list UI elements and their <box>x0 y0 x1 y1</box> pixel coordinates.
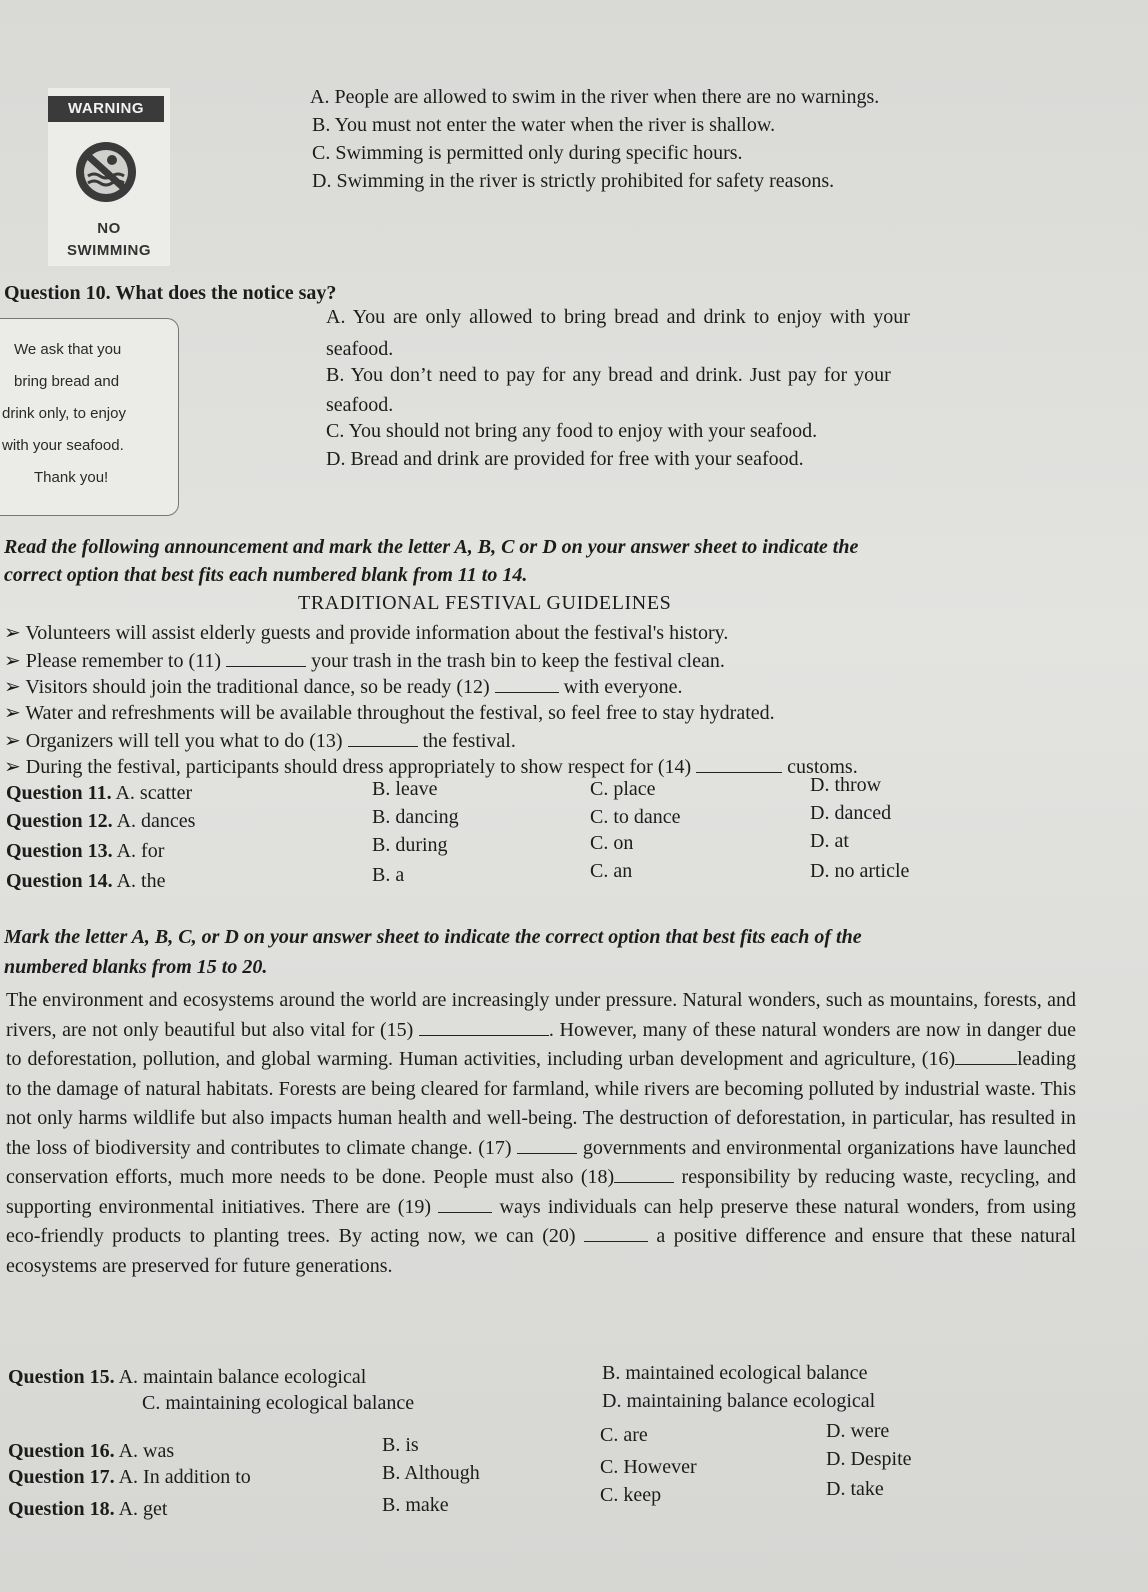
option-b: B. during <box>372 834 448 856</box>
q15-option-c: C. maintaining ecological balance <box>142 1392 415 1414</box>
q16-option-c: C. are <box>600 1424 648 1446</box>
q10-option-a-line2: seafood. <box>326 338 394 360</box>
bullet-5: ➢ Organizers will tell you what to do (13) the festival. <box>4 730 516 752</box>
q9-option-c: C. Swimming is permitted only during specific hours. <box>312 142 743 164</box>
question-16-label: Question 16. <box>8 1440 115 1462</box>
q9-option-d: D. Swimming in the river is strictly prohibited for safety reasons. <box>312 170 835 192</box>
bullet-4: ➢ Water and refreshments will be available throughout the festival, so feel free to stay hydrated. <box>4 702 775 724</box>
q17-option-d: D. Despite <box>826 1448 912 1470</box>
question-15-label: Question 15. <box>8 1366 115 1388</box>
q15-option-b: B. maintained ecological balance <box>602 1362 868 1384</box>
option-d: D. throw <box>810 774 882 796</box>
notice-box <box>0 318 179 516</box>
q18-option-b: B. make <box>382 1494 449 1516</box>
sign-no-text: NO <box>97 220 121 237</box>
q9-option-b: B. You must not enter the water when the river is shallow. <box>312 114 776 136</box>
q17-option-b: B. Although <box>382 1462 480 1484</box>
question-label: Question 12. <box>6 810 113 832</box>
option-a: A. the <box>116 870 166 892</box>
q17-option-a: A. In addition to <box>118 1466 251 1488</box>
q18-option-c: C. keep <box>600 1484 662 1506</box>
bullet-3: ➢ Visitors should join the traditional dance, so be ready (12) with everyone. <box>4 676 683 698</box>
notice-line: with your seafood. <box>2 437 124 454</box>
question-label: Question 13. <box>6 840 113 862</box>
q17-option-c: C. However <box>600 1456 697 1478</box>
q16-option-d: D. were <box>826 1420 890 1442</box>
notice-line: Thank you! <box>34 469 109 486</box>
question-label: Question 14. <box>6 870 113 892</box>
q10-option-b-line1: B. You don’t need to pay for any bread and drink. Just pay for your <box>326 364 891 386</box>
option-b: B. leave <box>372 778 438 800</box>
section2-instruction-line2: correct option that best fits each numbered blank from 11 to 14. <box>4 564 528 586</box>
q18-option-a: A. get <box>118 1498 168 1520</box>
option-a: A. dances <box>116 810 196 832</box>
bullet-1: ➢ Volunteers will assist elderly guests and provide information about the festival's history. <box>4 622 729 644</box>
section3-instruction-line1: Mark the letter A, B, C, or D on your answer sheet to indicate the correct option that best fits each of the <box>4 926 862 948</box>
option-b: B. a <box>372 864 405 886</box>
sign-swimming-text: SWIMMING <box>67 242 151 259</box>
notice-line: bring bread and <box>14 373 120 390</box>
festival-title: TRADITIONAL FESTIVAL GUIDELINES <box>298 592 672 614</box>
warning-header: WARNING <box>48 96 164 122</box>
option-d: D. no article <box>810 860 910 882</box>
q16-option-a: A. was <box>118 1440 175 1462</box>
q18-option-d: D. take <box>826 1478 884 1500</box>
question-label: Question 11. <box>6 782 112 804</box>
q10-option-d: D. Bread and drink are provided for free with your seafood. <box>326 448 804 470</box>
option-c: C. to dance <box>590 806 681 828</box>
q9-option-a: A. People are allowed to swim in the river when there are no warnings. <box>310 86 880 108</box>
section2-instruction-line1: Read the following announcement and mark the letter A, B, C or D on your answer sheet to indicate the <box>4 536 859 558</box>
option-b: B. dancing <box>372 806 459 828</box>
option-c: C. place <box>590 778 656 800</box>
q15-option-a: A. maintain balance ecological <box>118 1366 367 1388</box>
no-swimming-icon <box>48 134 170 214</box>
question-10-label: Question 10. What does the notice say? <box>4 282 337 304</box>
option-d: D. danced <box>810 802 892 824</box>
warning-sign <box>48 88 170 266</box>
notice-line: We ask that you <box>14 341 122 358</box>
option-c: C. on <box>590 832 634 854</box>
bullet-2: ➢ Please remember to (11) your trash in the trash bin to keep the festival clean. <box>4 650 725 672</box>
q16-option-b: B. is <box>382 1434 419 1456</box>
q10-option-a-line1: A. You are only allowed to bring bread and drink to enjoy with your <box>326 306 910 328</box>
environment-passage: The environment and ecosystems around the world are increasingly under pressure. Natural wonders, such as mountains, forests, and rivers, are not only beautiful but also vital for (15) . However, many of these natural wonders are now in danger due to deforestation, pollution, and global warming. Human activities, including urban development and agriculture, (16) leading to the damage of natural habitats. Forests are being cleared for farmland, while rivers are becoming polluted by industrial waste. This not only harms wildlife but also impacts human health and well-being. The destruction of deforestation, in particular, has resulted in the loss of biodiversity and contributes to climate change. (17) governments and environmental organizations have launched conservation efforts, much more needs to be done. People must also (18) responsibility by reducing waste, recycling, and supporting environmental initiatives. There are (19) ways individuals can help preserve these natural wonders, from using eco-friendly products to planting trees. By acting now, we can (20) a positive difference and ensure that these natural ecosystems are preserved for future generations. <box>6 989 1077 1277</box>
option-d: D. at <box>810 830 849 852</box>
question-17-label: Question 17. <box>8 1466 115 1488</box>
notice-line: drink only, to enjoy <box>2 405 126 422</box>
q10-option-c: C. You should not bring any food to enjoy with your seafood. <box>326 420 818 442</box>
option-a: A. scatter <box>115 782 193 804</box>
option-c: C. an <box>590 860 633 882</box>
question-18-label: Question 18. <box>8 1498 115 1520</box>
bullet-6: ➢ During the festival, participants should dress appropriately to show respect for (14) customs. <box>4 756 858 778</box>
q15-option-d: D. maintaining balance ecological <box>602 1390 876 1412</box>
section3-instruction-line2: numbered blanks from 15 to 20. <box>4 956 268 978</box>
option-a: A. for <box>116 840 165 862</box>
q10-option-b-line2: seafood. <box>326 394 394 416</box>
